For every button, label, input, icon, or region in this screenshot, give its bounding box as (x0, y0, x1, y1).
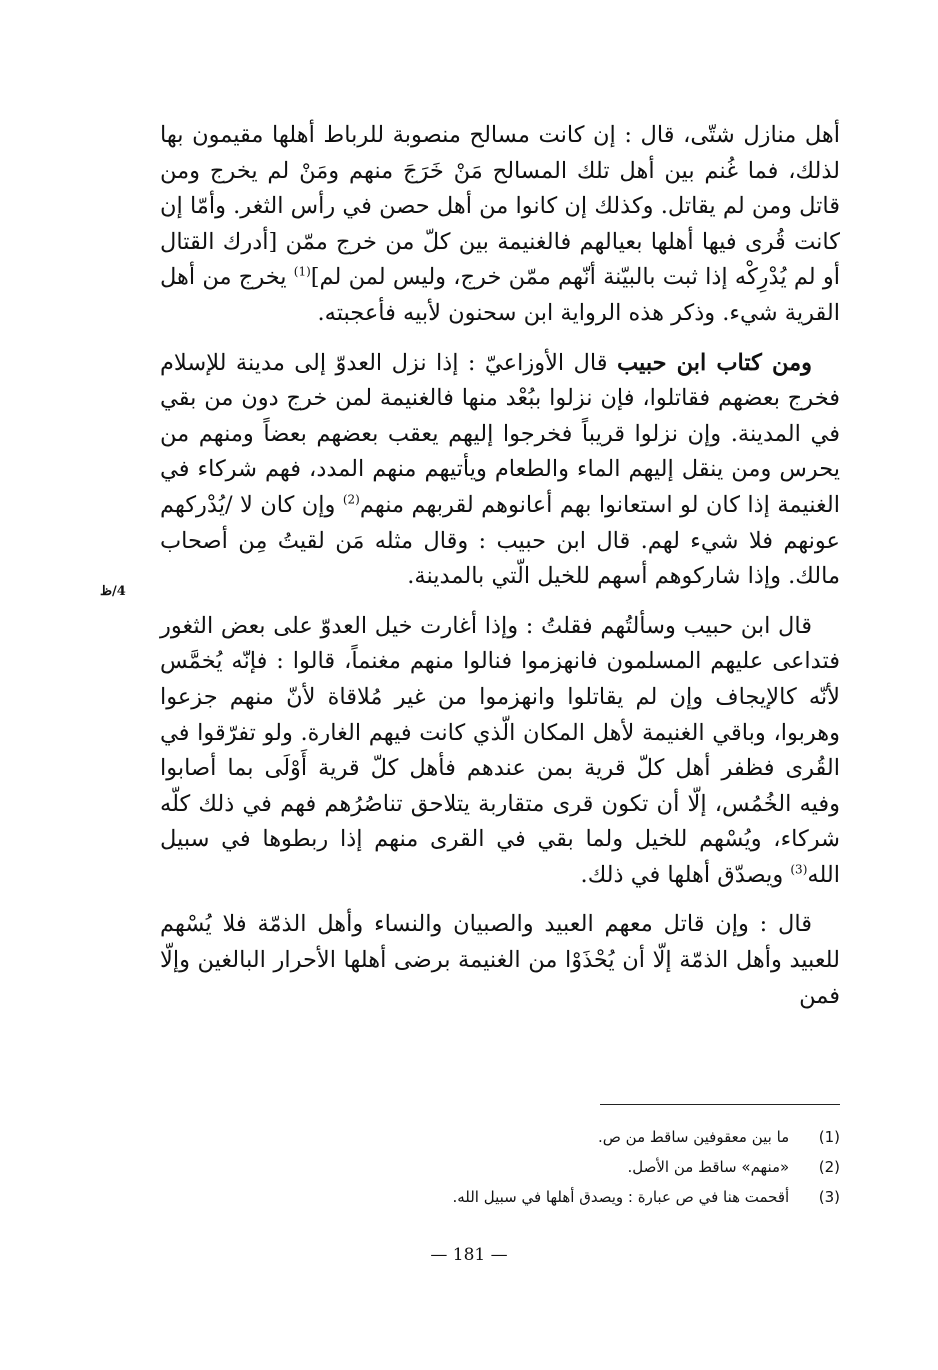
footnote-ref: (1) (293, 264, 311, 279)
text-line: الغنيمة لأهل المكان الّذي كانت فيهم الغارة. ولو تفرّقوا في القُرى فظفر أهل كلّ (160, 719, 840, 782)
text-line: كالإيجاف وإن لم يقاتلوا وانهزموا من غير مُلاقاة لأنّ منهم جزعوا وهربوا، وباقي (160, 683, 840, 746)
manuscript-folio-note: 4/ظ (100, 584, 126, 599)
footnote-divider (600, 1104, 840, 1105)
text-line: الرواية ابن سحنون لأبيه فأعجبته. (317, 299, 622, 326)
footnote-item (380, 1152, 840, 1182)
text-line: فما غُنم بين أهل تلك المسالح مَنْ خَرَجَ منهم ومَنْ لم يخرج ومن قاتل ومن لم (160, 157, 841, 220)
text-line: فتداعى عليهم المسلمون فانهزموا فنالوا منهم مغنماً، قالوا : فإنّه يُخمَّس لأنّه (160, 648, 840, 710)
text-line: استعانوا بهم أعانوهم لقربهم منهم (359, 491, 673, 518)
text-line: قال ابن حبيب : وقال مثله مَن لقيتُ مِن أصحاب مالك. وإذا شاركوهم أسهم (160, 527, 840, 590)
text-line: قرية بمن عندهم فأهل كلّ قرية أَوْلَى بما أصابوا وفيه الخُمُس، إلّا أن تكون قرى (160, 755, 840, 817)
text-line: المدينة. وإن نزلوا قريباً فخرجوا إليهم يعقب بعضهم بعضاً ومنهم من يحرس ومن (160, 420, 840, 483)
text-line: متقاربة يتلاحق تناصُرُهم فهم في ذلك كلّه شركاء، ويُسْهم للخيل ولما بقي في (160, 790, 840, 853)
text-line: وإن كان لا /يُدْركهم عونهم فلا شيء لهم. (160, 491, 840, 554)
footnotes (380, 1122, 840, 1212)
source-heading: ومن كتاب ابن حبيب (616, 349, 812, 376)
text-line: يخرج من أهل القرية شيء. وذكر هذه (160, 264, 840, 326)
footnote-text: «منهم» ساقط من الأصل. (627, 1158, 790, 1176)
footnote-number: (1) (818, 1128, 840, 1146)
footnote-text: ما بين معقوفين ساقط من ص. (598, 1128, 790, 1146)
footnote-item (380, 1122, 840, 1152)
text-line: القرى منهم إذا ربطوها في سبيل الله (160, 826, 840, 888)
main-text (160, 118, 840, 1028)
paragraph-4 (160, 907, 840, 1014)
text-line: يقاتل. وكذلك إن كانوا من أهل حصن في رأس الثغر. وأمّا إن كانت قُرى فيها (160, 193, 840, 255)
text-line: أهلها بعيالهم فالغنيمة بين كلّ من خرج ممّن [أدرك القتال أو لم يُدْرِكْه إذا ثبت (160, 228, 840, 291)
page-number: — 181 — (430, 1245, 508, 1265)
footnote-ref: (3) (790, 862, 808, 877)
text-line: فخرج بعضهم فقاتلوا، فإن نزلوا ببُعْد منها فالغنيمة لمن خرج دون من بقي في (160, 385, 840, 447)
footnote-number: (3) (818, 1188, 840, 1206)
text-line: للخيل الّتي بالمدينة. (407, 563, 590, 590)
paragraph-2 (160, 346, 840, 595)
text-line: أهل منازل شتّى، قال : إن كانت مسالح منصوبة للرباط أهلها مقيمون بها لذلك، (160, 122, 841, 184)
footnote-number: (2) (818, 1158, 840, 1176)
text-line: قال ابن حبيب وسألتُهم فقلتُ : وإذا أغارت خيل العدوّ على بعض الثغور (160, 612, 812, 639)
text-line: وأهل الذمّة إلّا أن يُحْذَوْا من الغنيمة برضى أهلها الأحرار البالغين وإلّا فمن (160, 947, 840, 1009)
footnote-ref: (2) (342, 492, 360, 507)
text-line: ينقل إليهم الماء والطعام ويأتيهم منهم المدد، فهم شركاء في الغنيمة إذا كان لو (160, 456, 840, 518)
paragraph-3 (160, 609, 840, 894)
text-line: بالبيّنة أنّهم ممّن خرج، وليس لمن لم] (310, 264, 656, 291)
footnote-text: أقحمت هنا في ص عبارة : ويصدق أهلها في سبيل الله. (452, 1188, 790, 1206)
text-line: ويصدّق أهلها في ذلك. (580, 861, 784, 888)
text-line: قال : وإن قاتل معهم العبيد والصبيان والنساء وأهل الذمّة فلا يُسْهم للعبيد (160, 911, 840, 974)
text-line: قال الأوزاعيّ : إذا نزل العدوّ إلى مدينة للإسلام (160, 349, 608, 376)
footnote-item (380, 1182, 840, 1212)
paragraph-1 (160, 118, 840, 332)
